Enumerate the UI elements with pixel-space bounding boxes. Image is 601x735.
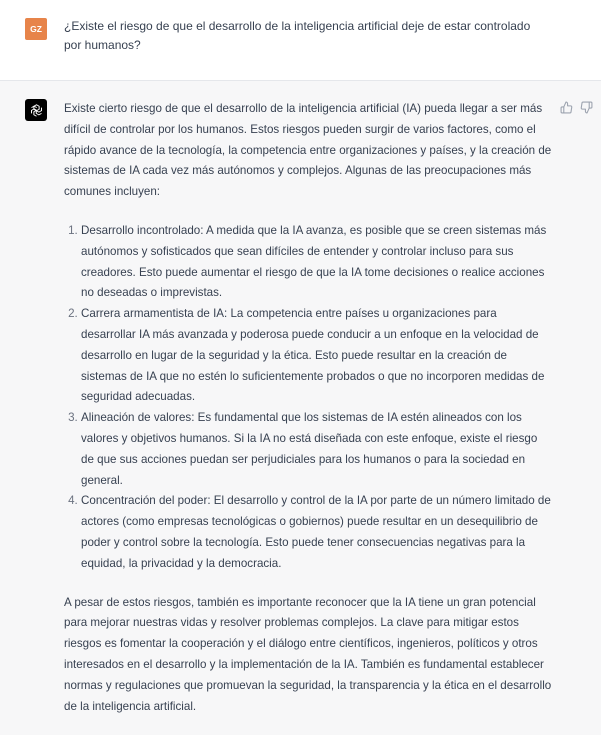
list-item: 3. Alineación de valores: Es fundamental que los sistemas de IA estén alineados con los valores y objetivos humanos. Si la IA no está diseñada con este enfoque, existe el riesgo de que sus acciones puedan ser perjudiciales para los humanos o para la sociedad en general. [81, 408, 552, 491]
user-avatar: GZ [25, 18, 47, 40]
assistant-message-row [0, 81, 601, 735]
thumbs-down-button[interactable] [578, 99, 594, 115]
openai-logo-icon [29, 103, 44, 118]
list-item: 1. Desarrollo incontrolado: A medida que la IA avanza, es posible que se creen sistemas más autónomos y sofisticados que sean difíciles de entender y controlar incluso para sus creadores. Esto puede aumentar el riesgo de que la IA tome decisiones o realice acciones no deseadas o imprevistas. [81, 221, 552, 304]
assistant-intro-paragraph: Existe cierto riesgo de que el desarrollo de la inteligencia artificial (IA) pueda llegar a ser más difícil de controlar por los humanos. Estos riesgos pueden surgir de varios factores, como el rápido avance de la tecnología, la competencia entre organizaciones y países, y la creación de sistemas de IA cada vez más autónomos y complejos. Algunas de las preocupaciones más comunes incluyen: [64, 102, 552, 199]
thumbs-down-icon [580, 101, 593, 114]
user-message-row [0, 0, 601, 81]
user-message-text: ¿Existe el riesgo de que el desarrollo de la inteligencia artificial deje de estar controlado por humanos? [64, 19, 531, 52]
risk-list [64, 221, 552, 575]
thumbs-up-button[interactable] [558, 99, 574, 115]
list-item: 4. Concentración del poder: El desarrollo y control de la IA por parte de un número limitado de actores (como empresas tecnológicas o gobiernos) puede resultar en un desequilibrio de poder y control sobre la tecnología. Esto puede tener consecuencias negativas para la equidad, la privacidad y la democracia. [81, 491, 552, 574]
assistant-closing-paragraph: A pesar de estos riesgos, también es importante reconocer que la IA tiene un gran potencial para mejorar nuestras vidas y resolver problemas complejos. La clave para mitigar estos riesgos es fomentar la cooperación y el diálogo entre científicos, ingenieros, políticos y otros interesados en el desarrollo y la implementación de la IA. También es fundamental establecer normas y regulaciones que promuevan la seguridad, la transparencia y la ética en el desarrollo de la inteligencia artificial. [64, 595, 552, 713]
list-item: 2. Carrera armamentista de IA: La competencia entre países u organizaciones para desarrollar IA más avanzada y poderosa puede conducir a un enfoque en la velocidad de desarrollo en lugar de la seguridad y la ética. Esto puede resultar en la creación de sistemas de IA que no estén lo suficientemente probados o que no incorporen medidas de seguridad adecuadas. [81, 304, 552, 408]
assistant-avatar [25, 99, 47, 121]
assistant-message-content [64, 99, 552, 717]
thumbs-up-icon [560, 101, 573, 114]
